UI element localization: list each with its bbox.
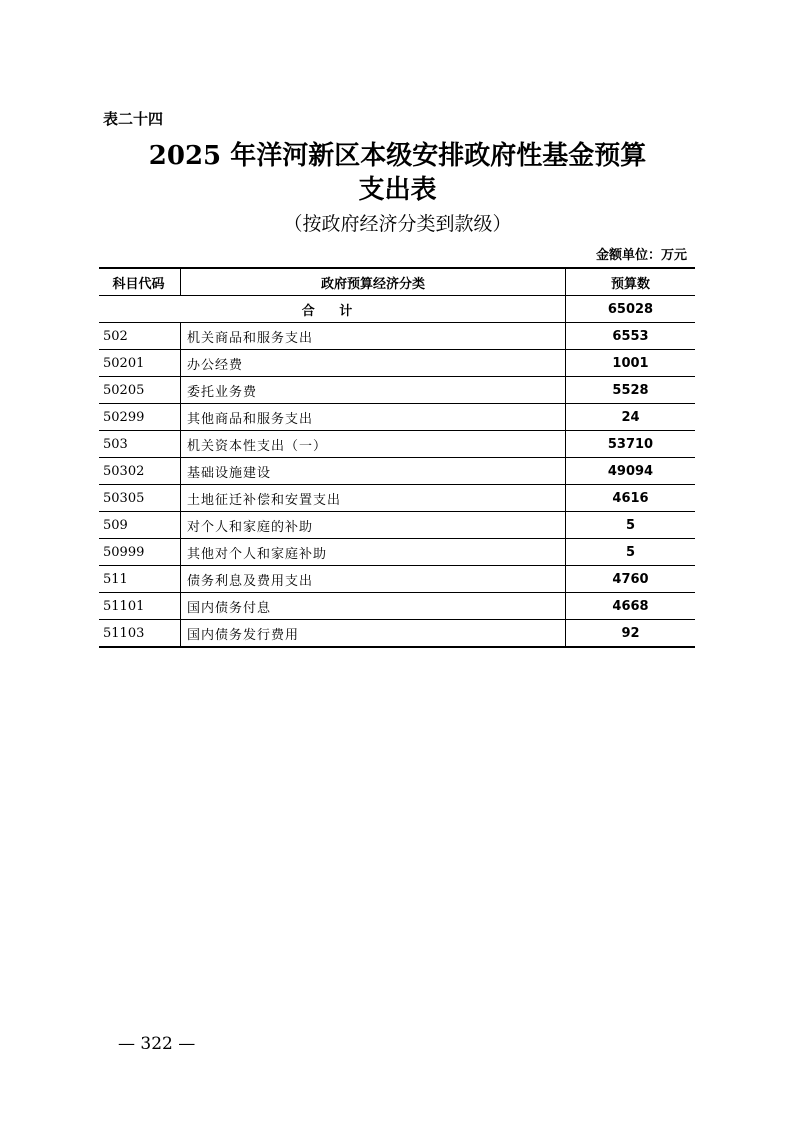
row-code: 511 <box>99 566 181 593</box>
table-header-row <box>99 268 695 296</box>
row-name: 国内债务发行费用 <box>181 620 566 648</box>
table-row <box>99 350 695 377</box>
row-amount: 5 <box>566 539 696 566</box>
table-row <box>99 431 695 458</box>
total-amount: 65028 <box>566 296 696 323</box>
row-name: 国内债务付息 <box>181 593 566 620</box>
total-row <box>99 296 695 323</box>
row-name: 委托业务费 <box>181 377 566 404</box>
row-name: 对个人和家庭的补助 <box>181 512 566 539</box>
row-amount: 4616 <box>566 485 696 512</box>
column-header-amount: 预算数 <box>566 268 696 296</box>
row-name: 其他商品和服务支出 <box>181 404 566 431</box>
page-title-line-2: 支出表 <box>358 175 437 205</box>
row-code: 503 <box>99 431 181 458</box>
row-amount: 4760 <box>566 566 696 593</box>
table-row <box>99 377 695 404</box>
row-code: 50305 <box>99 485 181 512</box>
row-amount: 53710 <box>566 431 696 458</box>
row-name: 债务利息及费用支出 <box>181 566 566 593</box>
table-row <box>99 593 695 620</box>
row-amount: 49094 <box>566 458 696 485</box>
table-row <box>99 512 695 539</box>
row-amount: 92 <box>566 620 696 648</box>
row-code: 502 <box>99 323 181 350</box>
row-name: 办公经费 <box>181 350 566 377</box>
row-code: 509 <box>99 512 181 539</box>
row-amount: 1001 <box>566 350 696 377</box>
row-amount: 6553 <box>566 323 696 350</box>
row-name: 基础设施建设 <box>181 458 566 485</box>
page-title-line-1: 2025 年洋河新区本级安排政府性基金预算 <box>148 141 647 171</box>
table-number: 表二十四 <box>103 110 164 128</box>
row-code: 50999 <box>99 539 181 566</box>
table-row <box>99 323 695 350</box>
row-amount: 5 <box>566 512 696 539</box>
total-label: 合 计 <box>99 296 566 323</box>
row-name: 土地征迁补偿和安置支出 <box>181 485 566 512</box>
table-row <box>99 566 695 593</box>
row-code: 50302 <box>99 458 181 485</box>
column-header-name: 政府预算经济分类 <box>181 268 566 296</box>
table-row <box>99 404 695 431</box>
row-code: 50201 <box>99 350 181 377</box>
amount-unit-label: 金额单位：万元 <box>595 248 687 263</box>
row-amount: 4668 <box>566 593 696 620</box>
table-row <box>99 620 695 648</box>
row-amount: 24 <box>566 404 696 431</box>
table-row <box>99 539 695 566</box>
row-name: 机关商品和服务支出 <box>181 323 566 350</box>
row-code: 50299 <box>99 404 181 431</box>
column-header-code: 科目代码 <box>99 268 181 296</box>
row-name: 其他对个人和家庭补助 <box>181 539 566 566</box>
row-code: 51103 <box>99 620 181 648</box>
budget-table <box>99 267 695 648</box>
row-code: 50205 <box>99 377 181 404</box>
row-name: 机关资本性支出（一） <box>181 431 566 458</box>
row-code: 51101 <box>99 593 181 620</box>
page-number: — 322 — <box>118 1034 196 1054</box>
page-subtitle: （按政府经济分类到款级） <box>283 213 512 235</box>
table-row <box>99 458 695 485</box>
table-row <box>99 485 695 512</box>
row-amount: 5528 <box>566 377 696 404</box>
